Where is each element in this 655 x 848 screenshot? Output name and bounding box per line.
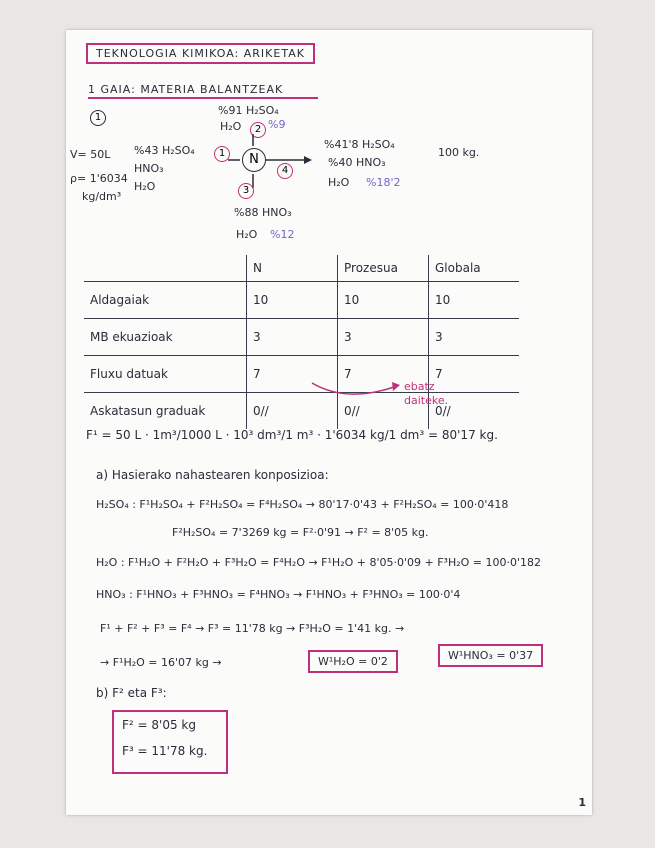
total-balance: F¹ + F² + F³ = F⁴ → F³ = 11'78 kg → F³H₂O = 1'41 kg. →	[100, 622, 405, 635]
row-label: MB ekuazioak	[84, 319, 247, 356]
stream3-hno3: %88 HNO₃	[234, 206, 292, 219]
cell: 7	[247, 356, 338, 393]
part-a-heading: a) Hasierako nahastearen konposizioa:	[96, 468, 329, 482]
stream2-id: 2	[250, 122, 266, 138]
page-number: 1	[578, 796, 586, 809]
problem-number: 1	[90, 110, 106, 126]
node-symbol: N	[242, 148, 266, 172]
row-label: Fluxu datuak	[84, 356, 247, 393]
stream2-h2o-label: H₂O	[220, 120, 242, 133]
stream4-h2o-label: H₂O	[328, 176, 350, 189]
stream2-h2o-value: %9	[268, 118, 286, 131]
stream1-density-unit: kg/dm³	[82, 190, 122, 203]
stream1-id: 1	[214, 146, 230, 162]
w-hno3-answer: W¹HNO₃ = 0'37	[438, 644, 543, 667]
cell: 0//	[247, 393, 338, 430]
hno3-balance: HNO₃ : F¹HNO₃ + F³HNO₃ = F⁴HNO₃ → F¹HNO₃ + F³HNO₃ = 100·0'4	[96, 588, 461, 601]
section-heading: 1 GAIA: MATERIA BALANTZEAK	[88, 83, 284, 96]
cell: 3	[429, 319, 520, 356]
stream2-h2so4: %91 H₂SO₄	[218, 104, 279, 117]
stream4-id: 4	[277, 163, 293, 179]
stream4-mass: 100 kg.	[438, 146, 480, 159]
header-globala: Globala	[429, 255, 520, 282]
note-arrow	[306, 375, 406, 405]
stream1-h2o: H₂O	[134, 180, 156, 193]
stream1-volume: V= 50L	[70, 148, 111, 161]
h2so4-result: F²H₂SO₄ = 7'3269 kg = F²·0'91 → F² = 8'05 kg.	[172, 526, 429, 539]
cell: 3	[338, 319, 429, 356]
cell: 0//	[429, 393, 520, 430]
stream3-h2o-value: %12	[270, 228, 295, 241]
cell: 7	[338, 356, 429, 393]
cell: 10	[338, 282, 429, 319]
cell: 0//	[338, 393, 429, 430]
f1-h2o-result: → F¹H₂O = 16'07 kg →	[100, 656, 222, 669]
stream1-hno3: HNO₃	[134, 162, 164, 175]
cell: 7	[429, 356, 520, 393]
f2-answer: F² = 8'05 kg	[122, 718, 196, 732]
cell: 10	[247, 282, 338, 319]
row-label: Askatasun graduak	[84, 393, 247, 430]
header-n: N	[247, 255, 338, 282]
h2so4-balance: H₂SO₄ : F¹H₂SO₄ + F²H₂SO₄ = F⁴H₂SO₄ → 80'17·0'43 + F²H₂SO₄ = 100·0'418	[96, 498, 509, 511]
h2o-balance: H₂O : F¹H₂O + F²H₂O + F³H₂O = F⁴H₂O → F¹H₂O + 8'05·0'09 + F³H₂O = 100·0'182	[96, 556, 542, 569]
solvable-note: ebatz daiteke.	[404, 380, 449, 407]
table-corner	[84, 255, 247, 282]
stream4-h2so4: %41'8 H₂SO₄	[324, 138, 395, 151]
page-title: TEKNOLOGIA KIMIKOA: ARIKETAK	[86, 43, 315, 64]
part-b-heading: b) F² eta F³:	[96, 686, 167, 700]
stream3-h2o-label: H₂O	[236, 228, 258, 241]
table-row	[84, 282, 519, 319]
stream1-density: ρ= 1'6034	[70, 172, 128, 185]
stream4-hno3: %40 HNO₃	[328, 156, 386, 169]
section-underline	[88, 97, 318, 99]
f1-calculation: F¹ = 50 L · 1m³/1000 L · 10³ dm³/1 m³ · 1'6034 kg/1 dm³ = 80'17 kg.	[86, 428, 498, 442]
row-label: Aldagaiak	[84, 282, 247, 319]
w-h2o-answer: W¹H₂O = 0'2	[308, 650, 398, 673]
stream1-h2so4: %43 H₂SO₄	[134, 144, 195, 157]
cell: 3	[247, 319, 338, 356]
stream3-id: 3	[238, 183, 254, 199]
header-prozesua: Prozesua	[338, 255, 429, 282]
cell: 10	[429, 282, 520, 319]
table-row	[84, 319, 519, 356]
stream4-h2o-value: %18'2	[366, 176, 401, 189]
f3-answer: F³ = 11'78 kg.	[122, 744, 208, 758]
notebook-page	[66, 30, 592, 815]
